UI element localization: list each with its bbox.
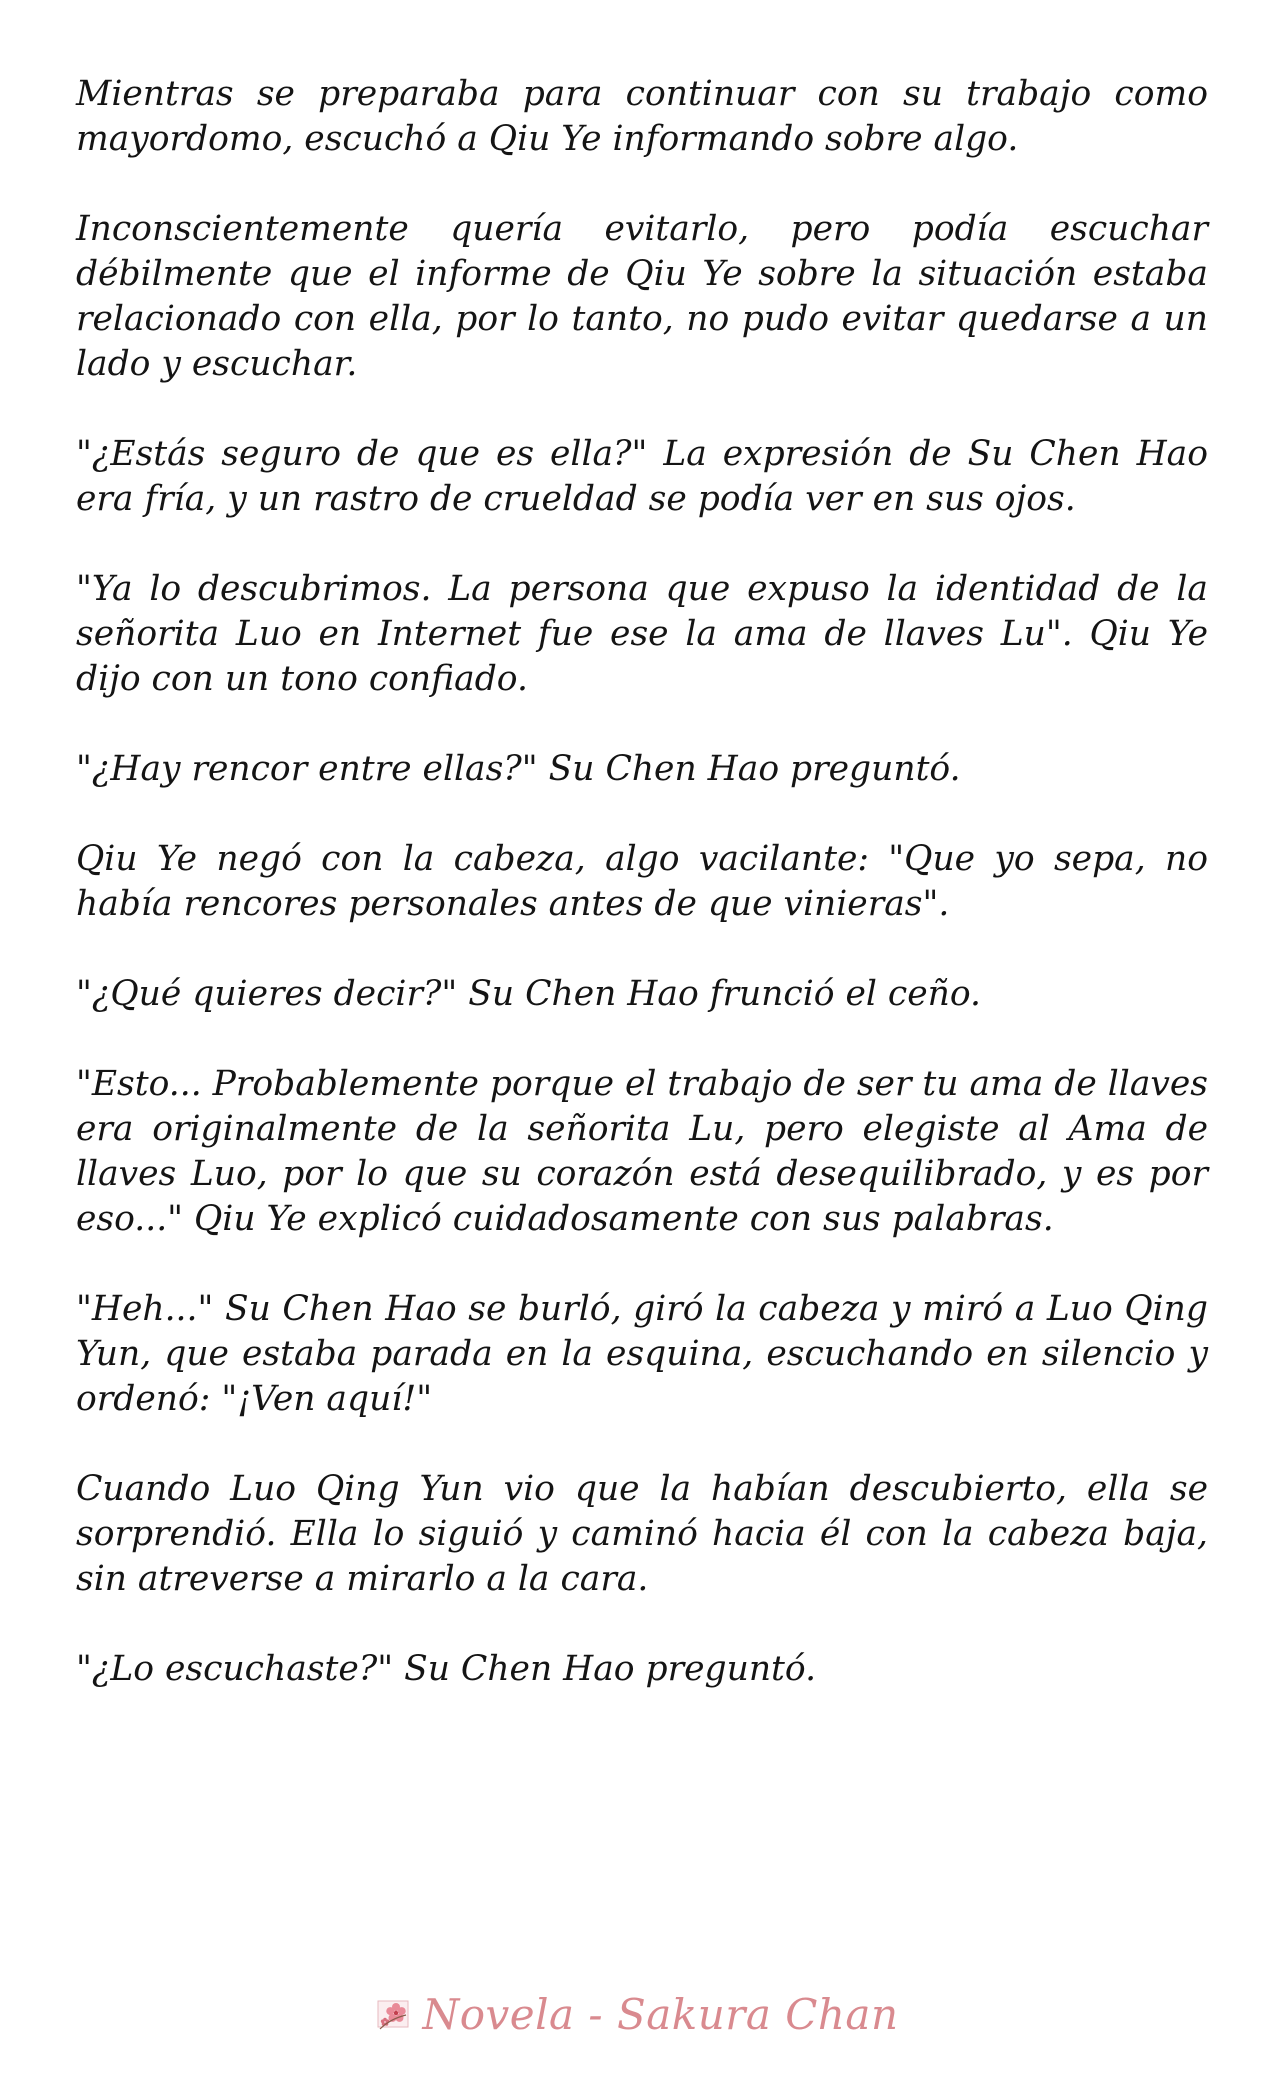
- watermark-text: Novela - Sakura Chan: [422, 1990, 899, 2039]
- paragraph-11: "¿Lo escuchaste?" Su Chen Hao preguntó.: [76, 1649, 817, 1689]
- paragraph-5: "¿Hay rencor entre ellas?" Su Chen Hao preguntó.: [76, 749, 961, 789]
- paragraph-7: "¿Qué quieres decir?" Su Chen Hao frunció el ceño.: [76, 974, 982, 1014]
- watermark-footer: [0, 1990, 1275, 2039]
- sakura-flower-icon: [376, 1995, 416, 2035]
- paragraph-9: "Heh..." Su Chen Hao se burló, giró la cabeza y miró a Luo Qing Yun, que estaba parada en la esquina, escuchando en silencio y ordenó: "¡Ven aquí!": [76, 1289, 1208, 1419]
- paragraph-6: Qiu Ye negó con la cabeza, algo vacilante: "Que yo sepa, no había rencores personales antes de que vinieras".: [76, 839, 1208, 924]
- paragraph-1: Mientras se preparaba para continuar con su trabajo como mayordomo, escuchó a Qiu Ye informando sobre algo.: [76, 74, 1208, 159]
- document-body: [76, 72, 1208, 1692]
- paragraph-2: Inconscientemente quería evitarlo, pero podía escuchar débilmente que el informe de Qiu Ye sobre la situación estaba relacionado con ella, por lo tanto, no pudo evitar quedarse a un lado y escuchar.: [76, 209, 1208, 384]
- paragraph-10: Cuando Luo Qing Yun vio que la habían descubierto, ella se sorprendió. Ella lo siguió y caminó hacia él con la cabeza baja, sin atreverse a mirarlo a la cara.: [76, 1469, 1208, 1599]
- paragraph-8: "Esto... Probablemente porque el trabajo de ser tu ama de llaves era originalmente de la señorita Lu, pero elegiste al Ama de llaves Luo, por lo que su corazón está desequilibrado, y es por eso..." Qiu Ye explicó cuidadosamente con sus palabras.: [76, 1064, 1209, 1239]
- paragraph-4: "Ya lo descubrimos. La persona que expuso la identidad de la señorita Luo en Internet fue ese la ama de llaves Lu". Qiu Ye dijo con un tono confiado.: [76, 569, 1208, 699]
- paragraph-3: "¿Estás seguro de que es ella?" La expresión de Su Chen Hao era fría, y un rastro de crueldad se podía ver en sus ojos.: [76, 434, 1208, 519]
